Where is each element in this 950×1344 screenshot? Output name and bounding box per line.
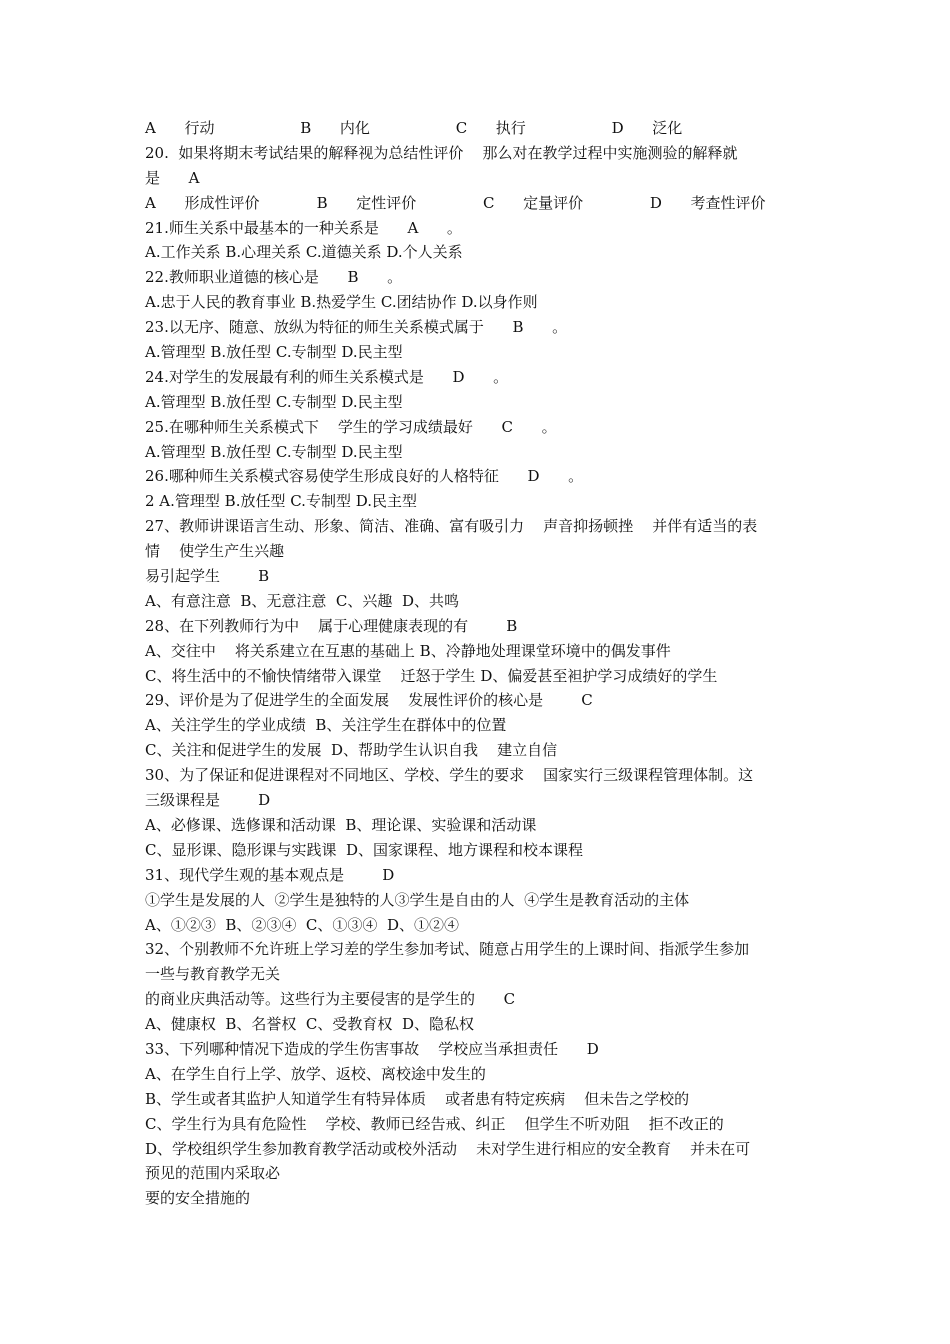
q22-options: A.忠于人民的教育事业 B.热爱学生 C.团结协作 D.以身作则 [145,293,538,312]
q27-stem-cont2: 易引起学生 B [145,567,270,586]
q32-stem-cont: 一些与教育教学无关 [145,965,281,984]
q26-stem: 26.哪种师生关系模式容易使学生形成良好的人格特征 D 。 [145,467,584,486]
q28-options-cd: C、将生活中的不愉快情绪带入课堂 迁怒于学生 D、偏爱甚至袒护学习成绩好的学生 [145,666,718,685]
q31-statements: ①学生是发展的人 ②学生是独特的人③学生是自由的人 ④学生是教育活动的主体 [145,890,690,909]
q25-options: A.管理型 B.放任型 C.专制型 D.民主型 [145,442,403,461]
q31-stem: 31、现代学生观的基本观点是 D [145,865,395,884]
q33-stem: 33、下列哪种情况下造成的学生伤害事故 学校应当承担责任 D [145,1039,599,1058]
q32-stem-cont2: 的商业庆典活动等。这些行为主要侵害的是学生的 C [145,990,516,1009]
q21-stem: 21.师生关系中最基本的一种关系是 A 。 [145,218,462,237]
q25-stem: 25.在哪种师生关系模式下 学生的学习成绩最好 C 。 [145,417,557,436]
q33-option-d: D、学校组织学生参加教育教学活动或校外活动 未对学生进行相应的安全教育 并未在可 [145,1139,751,1158]
q32-options: A、健康权 B、名誉权 C、受教育权 D、隐私权 [145,1015,474,1034]
q21-options: A.工作关系 B.心理关系 C.道德关系 D.个人关系 [145,243,463,262]
q27-options: A、有意注意 B、无意注意 C、兴趣 D、共鸣 [145,591,459,610]
q20-stem: 20. 如果将期末考试结果的解释视为总结性评价 那么对在教学过程中实施测验的解释就 [145,143,738,162]
q26-options: 2 A.管理型 B.放任型 C.专制型 D.民主型 [145,492,417,511]
q23-options: A.管理型 B.放任型 C.专制型 D.民主型 [145,343,403,362]
q33-option-d-cont: 预见的范围内采取必 [145,1164,281,1183]
q30-options-ab: A、必修课、选修课和活动课 B、理论课、实验课和活动课 [145,815,537,834]
q19-options: A 行动 B 内化 C 执行 D 泛化 [145,119,683,137]
q30-stem-cont: 三级课程是 D [145,791,271,810]
q24-options: A.管理型 B.放任型 C.专制型 D.民主型 [145,392,403,411]
q27-stem: 27、教师讲课语言生动、形象、简洁、准确、富有吸引力 声音抑扬顿挫 并伴有适当的表 [145,517,758,536]
q20-stem-cont: 是 A [145,168,200,187]
q31-options: A、①②③ B、②③④ C、①③④ D、①②④ [145,915,459,934]
q29-stem: 29、评价是为了促进学生的全面发展 发展性评价的核心是 C [145,691,593,710]
q33-option-b: B、学生或者其监护人知道学生有特异体质 或者患有特定疾病 但未告之学校的 [145,1089,690,1108]
q24-stem: 24.对学生的发展最有利的师生关系模式是 D 。 [145,367,509,386]
q33-option-c: C、学生行为具有危险性 学校、教师已经告戒、纠正 但学生不听劝阻 拒不改正的 [145,1114,724,1133]
q32-stem: 32、个别教师不允许班上学习差的学生参加考试、随意占用学生的上课时间、指派学生参加 [145,940,750,959]
q33-option-d-cont2: 要的安全措施的 [145,1189,251,1208]
q28-options-ab: A、交往中 将关系建立在互惠的基础上 B、冷静地处理课堂环境中的偶发事件 [145,641,671,660]
q22-stem: 22.教师职业道德的核心是 B 。 [145,268,403,287]
q20-options: A 形成性评价 B 定性评价 C 定量评价 D 考查性评价 [145,193,766,212]
q33-option-a: A、在学生自行上学、放学、返校、离校途中发生的 [145,1064,486,1083]
q27-stem-cont: 情 使学生产生兴趣 [145,542,285,561]
q23-stem: 23.以无序、随意、放纵为特征的师生关系模式属于 B 。 [145,318,568,337]
document-page [145,116,815,1211]
q30-options-cd: C、显形课、隐形课与实践课 D、国家课程、地方课程和校本课程 [145,840,584,859]
q29-options-cd: C、关注和促进学生的发展 D、帮助学生认识自我 建立自信 [145,741,558,760]
q30-stem: 30、为了保证和促进课程对不同地区、学校、学生的要求 国家实行三级课程管理体制。这 [145,766,754,785]
q28-stem: 28、在下列教师行为中 属于心理健康表现的有 B [145,616,518,635]
q29-options-ab: A、关注学生的学业成绩 B、关注学生在群体中的位置 [145,716,507,735]
